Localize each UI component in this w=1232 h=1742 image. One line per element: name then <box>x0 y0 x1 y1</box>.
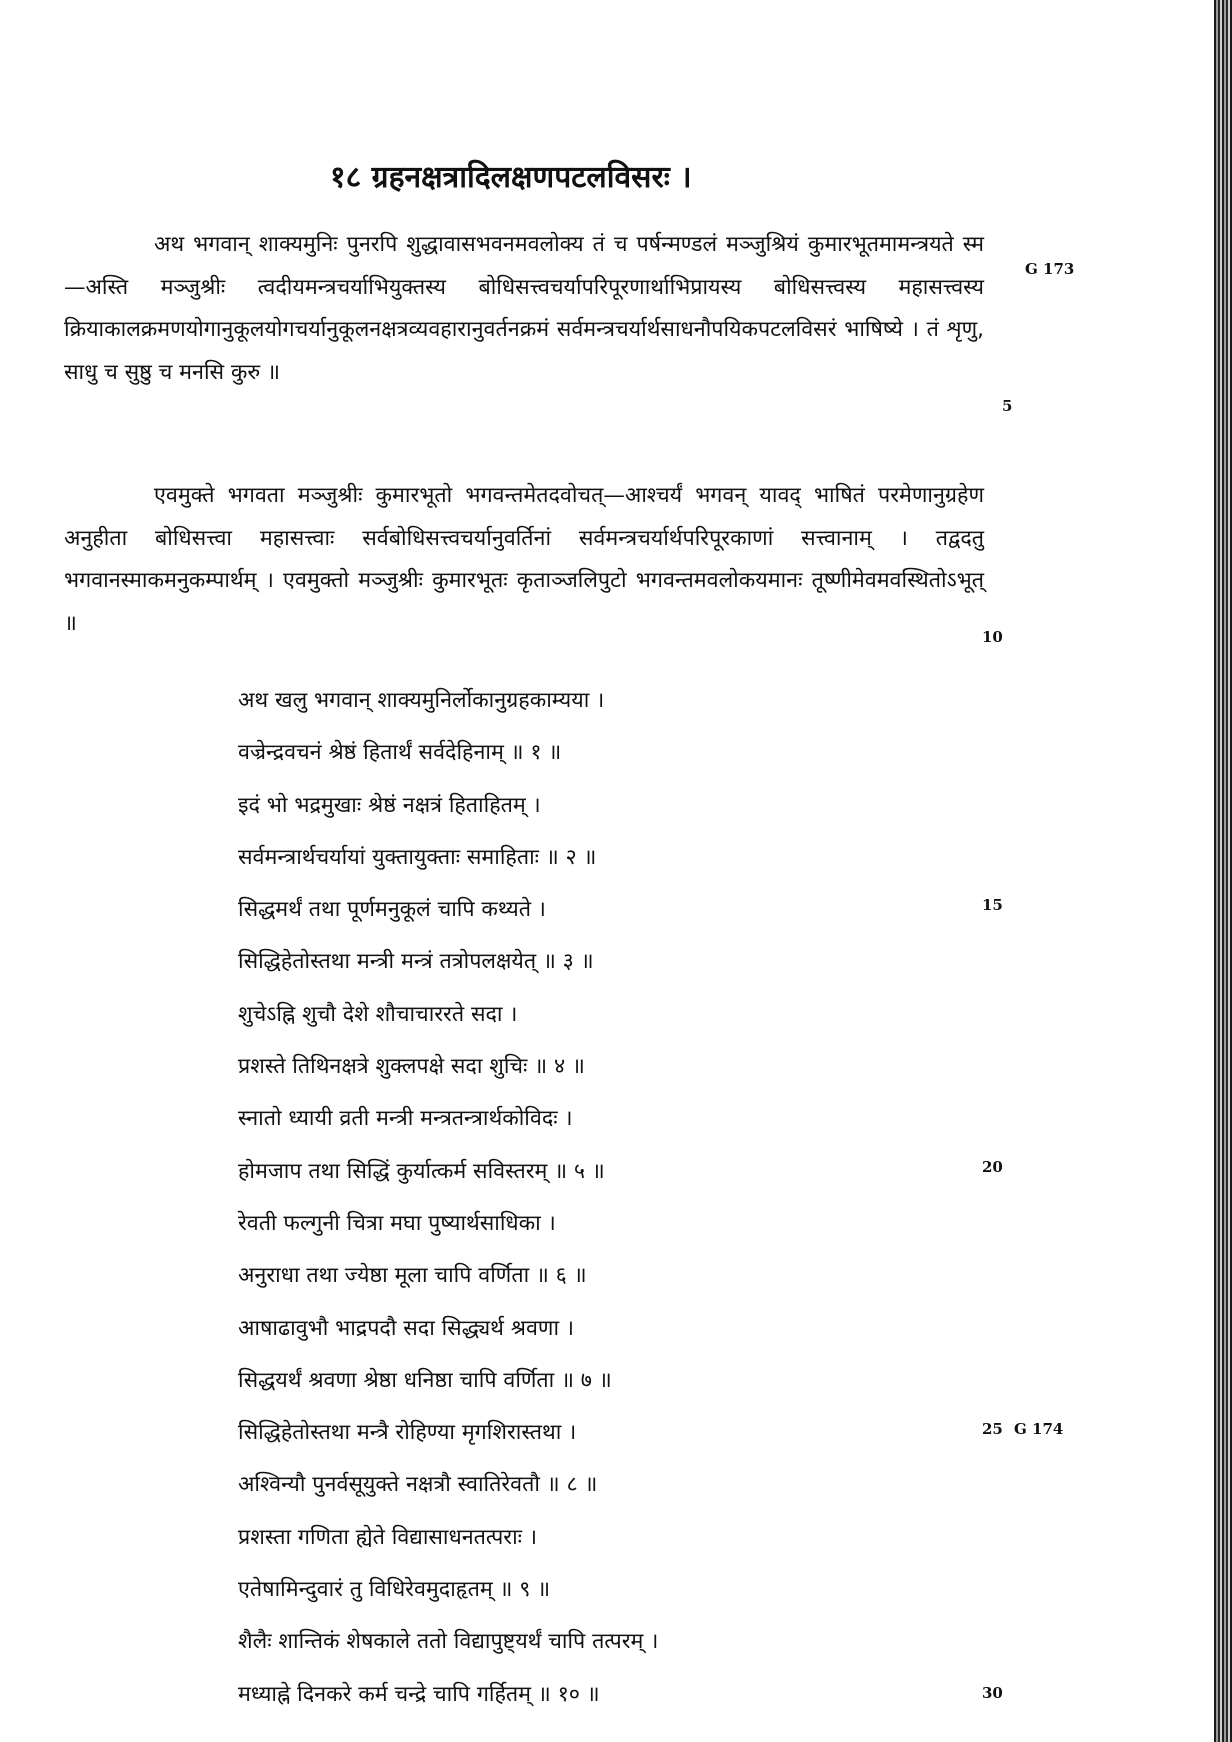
verse-line: सिद्धिहेतोस्तथा मन्त्री मन्त्रं तत्रोपलक्षयेत् ॥ ३ ॥ <box>238 949 594 975</box>
margin-ref-g174: G 174 <box>1014 1420 1064 1438</box>
line-number-25: 25 <box>982 1420 1003 1438</box>
line-number-30: 30 <box>982 1684 1003 1702</box>
verse-line: प्रशस्ते तिथिनक्षत्रे शुक्लपक्षे सदा शुचिः ॥ ४ ॥ <box>238 1054 585 1080</box>
verse-line: मध्याह्ने दिनकरे कर्म चन्द्रे चापि गर्हितम् ॥ १० ॥ <box>238 1681 600 1707</box>
verse-line: शैलैः शान्तिकं शेषकाले ततो विद्यापुष्ट्यर्थं चापि तत्परम् । <box>238 1629 659 1655</box>
line-number-20: 20 <box>982 1158 1003 1176</box>
verse-line: प्रशस्ता गणिता ह्येते विद्यासाधनतत्पराः । <box>238 1524 537 1550</box>
verse-line: एतेषामिन्दुवारं तु विधिरेवमुदाहृतम् ॥ ९ ॥ <box>238 1577 551 1603</box>
prose-paragraph-1: अथ भगवान् शाक्यमुनिः पुनरपि शुद्धावासभवनमवलोक्य तं च पर्षन्मण्डलं मञ्जुश्रियं कुमारभूतमामन्त्रयते स्म—अस्ति मञ्जुश्रीः त्वदीयमन्त्रचर्याभियुक्तस्य बोधिसत्त्वचर्यापरिपूरणार्थाभिप्रायस्य बोधिसत्त्वस्य महासत्त्वस्य क्रियाकालक्रमणयोगानुकूलयोगचर्यानुकूलनक्षत्रव्यवहारानुवर्तनक्रमं सर्वमन्त्रचर्यार्थसाधनौपयिकपटलविसरं भाषिष्ये । तं शृणु, साधु च सुष्ठु च मनसि कुरु ॥ <box>64 232 984 385</box>
verse-line: सिद्धयर्थं श्रवणा श्रेष्ठा धनिष्ठा चापि वर्णिता ॥ ७ ॥ <box>238 1367 612 1393</box>
verse-line: इदं भो भद्रमुखाः श्रेष्ठं नक्षत्रं हिताहितम् । <box>238 792 541 818</box>
verse-line: अथ खलु भगवान् शाक्यमुनिर्लोकानुग्रहकाम्यया । <box>238 688 605 713</box>
margin-ref-g173: G 173 <box>1025 260 1075 278</box>
verse-line: शुचेऽह्नि शुचौ देशे शौचाचाररते सदा । <box>238 1001 518 1027</box>
verse-line: वज्रेन्द्रवचनं श्रेष्ठं हितार्थं सर्वदेहिनाम् ॥ १ ॥ <box>238 740 562 766</box>
verse-line: अनुराधा तथा ज्येष्ठा मूला चापि वर्णिता ॥ ६ ॥ <box>238 1263 587 1289</box>
verse-line: सर्वमन्त्रार्थचर्यायां युक्तायुक्ताः समाहिताः ॥ २ ॥ <box>238 844 597 870</box>
verse-block <box>238 675 958 1721</box>
prose-paragraph-2: एवमुक्ते भगवता मञ्जुश्रीः कुमारभूतो भगवन्तमेतदवोचत्—आश्चर्यं भगवन् यावद् भाषितं परमेणानुग्रहेण अनुहीता बोधिसत्त्वा महासत्त्वाः सर्वबोधिसत्त्वचर्यानुवर्तिनां सर्वमन्त्रचर्यार्थपरिपूरकाणां सत्त्वानाम् । तद्वदतु भगवानस्माकमनुकम्पार्थम् । एवमुक्तो मञ्जुश्रीः कुमारभूतः कृताञ्जलिपुटो भगवन्तमवलोकयमानः तूष्णीमेवमवस्थितोऽभूत् ॥ <box>64 483 984 636</box>
verse-line: अश्विन्यौ पुनर्वसूयुक्ते नक्षत्रौ स्वातिरेवतौ ॥ ८ ॥ <box>238 1472 598 1498</box>
verse-line: आषाढावुभौ भाद्रपदौ सदा सिद्ध्यर्थ श्रवणा । <box>238 1315 574 1341</box>
verse-line: रेवती फल्गुनी चित्रा मघा पुष्यार्थसाधिका । <box>238 1210 556 1236</box>
line-number-15: 15 <box>982 896 1003 914</box>
chapter-title: १८ ग्रहनक्षत्रादिलक्षणपटलविसरः । <box>330 160 692 195</box>
verse-line: सिद्धिहेतोस्तथा मन्त्रै रोहिण्या मृगशिरास्तथा । <box>238 1420 577 1446</box>
book-spine-edge <box>1214 0 1232 1742</box>
verse-line: सिद्धमर्थं तथा पूर्णमनुकूलं चापि कथ्यते । <box>238 897 546 923</box>
line-number-10: 10 <box>982 628 1003 646</box>
verse-line: होमजाप तथा सिद्धिं कुर्यात्कर्म सविस्तरम् ॥ ५ ॥ <box>238 1158 605 1184</box>
line-number-5: 5 <box>1002 397 1013 415</box>
verse-line: स्नातो ध्यायी व्रती मन्त्री मन्त्रतन्त्रार्थकोविदः । <box>238 1106 573 1132</box>
